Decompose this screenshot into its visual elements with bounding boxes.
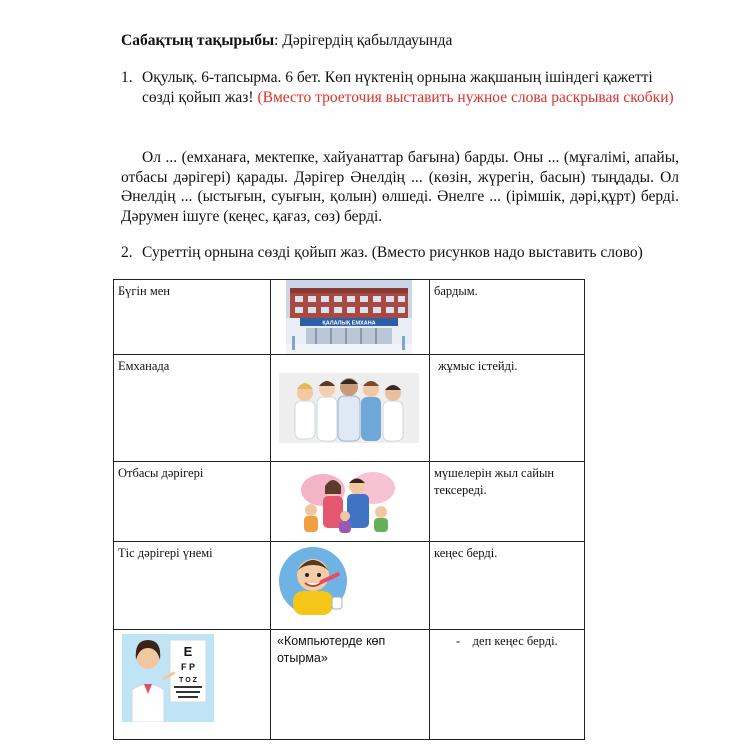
lesson-title bbox=[121, 32, 452, 50]
eye-chart-row-2: F P bbox=[180, 662, 196, 672]
table-cell-right bbox=[430, 630, 585, 740]
table-cell-left bbox=[114, 630, 271, 740]
doctors-group-image bbox=[279, 373, 419, 443]
table-cell-left: Бүгін мен bbox=[114, 280, 271, 355]
table-cell-left: Тіс дәрігері үнемі bbox=[114, 542, 271, 630]
table-cell-right: бардым. bbox=[430, 280, 585, 355]
eye-chart-row-3: T O Z bbox=[179, 677, 197, 684]
hospital-sign-text: ҚАЛАЛЫҚ ЕМХАНА bbox=[322, 320, 376, 327]
table-cell-middle bbox=[271, 462, 430, 542]
table-cell-middle bbox=[271, 355, 430, 462]
task-1-hint: (Вместо троеточия выставить нужное слова раскрывая скобки) bbox=[257, 88, 674, 106]
lesson-title-label: Сабақтың тақырыбы bbox=[121, 32, 275, 49]
task-1 bbox=[121, 68, 681, 107]
table-cell-middle: «Компьютерде көп отырма» bbox=[271, 630, 430, 740]
table-cell-left: Отбасы дәрігері bbox=[114, 462, 271, 542]
task-2 bbox=[121, 243, 679, 262]
table-cell-left: Емханада bbox=[114, 355, 271, 462]
table-row bbox=[114, 280, 585, 355]
table-row bbox=[114, 630, 585, 740]
table-cell-right bbox=[430, 355, 585, 462]
lesson-topic: Дәрігердің қабылдауында bbox=[282, 32, 453, 49]
lesson-title-separator: : bbox=[274, 32, 283, 49]
table-cell-right: кеңес берді. bbox=[430, 542, 585, 630]
table-row bbox=[114, 355, 585, 462]
task-1-paragraph: Ол ... (емханаға, мектепке, хайуанаттар бағына) барды. Оны ... (мұғалімі, апайы, отбасы дәрігері) қарады. Дәрігер Әнелдің ... (көзін, жүрегін, басын) тыңдады. Ол Әнелдің ... (ыстығын, суығын, қолын) өлшеді. Әнелге ... (ірімшік, дәрі,құрт) берді. Дәрумен ішуге (кеңес, қағаз, сөз) берді. bbox=[121, 149, 679, 225]
hospital-building-image bbox=[286, 280, 412, 354]
eye-chart-row-1: E bbox=[183, 644, 193, 659]
table-cell-middle bbox=[271, 542, 430, 630]
task-1-number: 1. bbox=[121, 69, 133, 86]
task-1-instruction bbox=[142, 68, 681, 107]
table-row bbox=[114, 542, 585, 630]
eye-doctor-chart-image bbox=[122, 634, 214, 722]
family-image bbox=[293, 468, 403, 536]
table-cell-right: мүшелерін жыл сайын тексереді. bbox=[430, 462, 585, 542]
table-cell-right-text: - деп кеңес берді. bbox=[456, 634, 558, 648]
child-toothbrush-image bbox=[277, 545, 349, 617]
table-row bbox=[114, 462, 585, 542]
task-2-number: 2. bbox=[121, 244, 133, 261]
exercise-table bbox=[113, 279, 585, 740]
table-cell-right-text: жұмыс істейді. bbox=[438, 359, 518, 373]
task-2-instruction: Суреттің орнына сөзді қойып жаз. (Вместо рисунков надо выставить слово) bbox=[142, 244, 643, 261]
table-cell-middle bbox=[271, 280, 430, 355]
task-1-text: Оқулық. 6-тапсырма. 6 бет. Көп нүктенің орнына жақшаның ішіндегі қажетті сөзді қойып жаз! bbox=[142, 69, 653, 106]
